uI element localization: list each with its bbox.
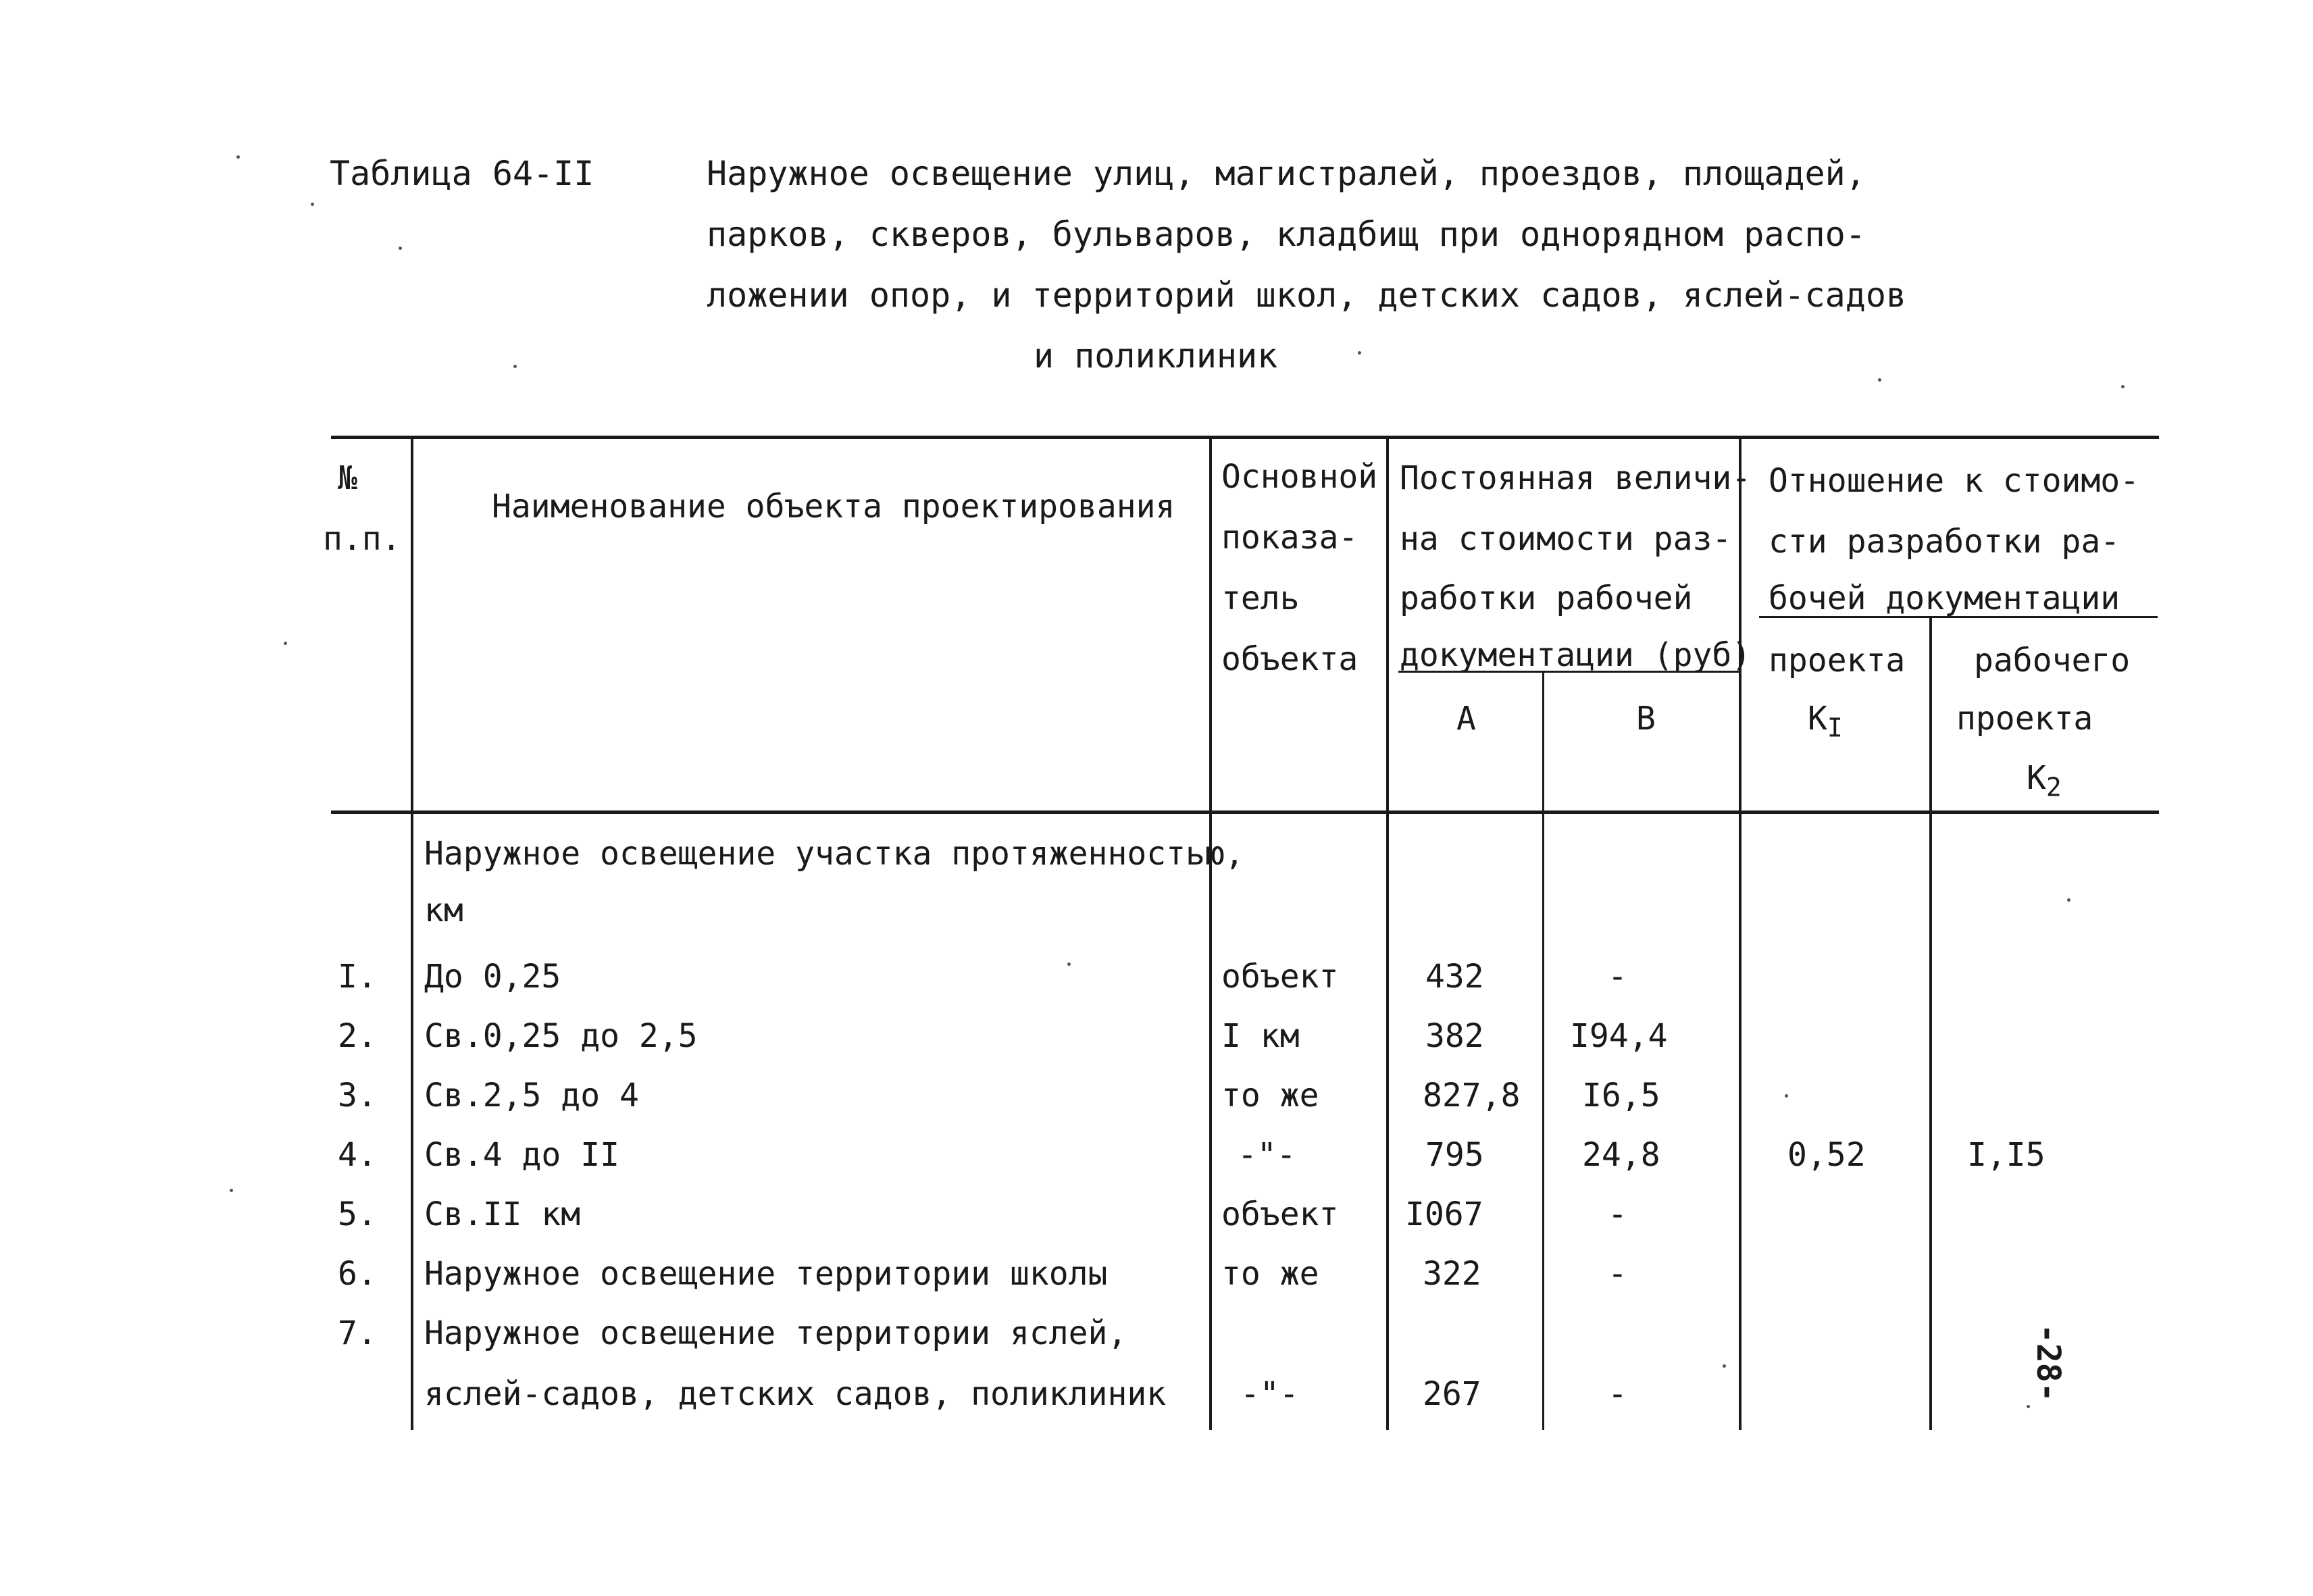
- row-num: 6.: [338, 1255, 377, 1293]
- table-title-line-2: парков, скверов, бульваров, кладбищ при однорядном распо-: [707, 215, 1866, 254]
- row-indicator: то же: [1221, 1077, 1319, 1114]
- scan-speck: [311, 203, 314, 206]
- row-name: Св.0,25 до 2,5: [424, 1017, 698, 1055]
- header-constant-4: документации (руб): [1400, 636, 1752, 674]
- table-title-line-1: Наружное освещение улиц, магистралей, проездов, площадей,: [707, 154, 1866, 193]
- row-value-a: 795: [1425, 1136, 1484, 1174]
- scan-speck: [399, 247, 402, 250]
- header-ratio-2: сти разработки ра-: [1769, 523, 2120, 561]
- col-divider-k1-k2: [1929, 618, 1932, 1430]
- row-indicator: I км: [1221, 1017, 1300, 1055]
- header-ratio-1: Отношение к стоимо-: [1769, 462, 2140, 500]
- scan-speck: [1723, 1364, 1726, 1368]
- row-value-a: 432: [1425, 958, 1484, 996]
- row-indicator: то же: [1221, 1255, 1319, 1293]
- scan-speck: [236, 155, 240, 159]
- k1-value: 0,52: [1787, 1136, 1866, 1174]
- scan-speck: [1358, 351, 1361, 355]
- col-divider-indicator: [1386, 436, 1389, 1430]
- scan-speck: [2067, 898, 2070, 902]
- table-top-rule: [331, 436, 2159, 439]
- row-value-a: 382: [1425, 1017, 1484, 1055]
- row-num: 2.: [338, 1017, 377, 1055]
- header-indicator-3: тель: [1221, 580, 1300, 617]
- row-num: I.: [338, 958, 377, 996]
- row-name: Наружное освещение территории яслей,: [424, 1314, 1127, 1352]
- row-value-b: -: [1608, 1195, 1627, 1233]
- page-number: -28-: [2029, 1324, 2067, 1402]
- row-num: 5.: [338, 1195, 377, 1233]
- header-k1-label: проекта: [1769, 642, 1906, 679]
- row-indicator: объект: [1221, 1195, 1339, 1233]
- scan-speck: [1785, 1094, 1788, 1098]
- row-name: Св.4 до II: [424, 1136, 619, 1174]
- row-name: Св.2,5 до 4: [424, 1077, 639, 1114]
- row-value-a: 827,8: [1423, 1077, 1521, 1114]
- header-constant-2: на стоимости раз-: [1400, 520, 1732, 558]
- row-value-b: -: [1608, 958, 1627, 996]
- row-indicator: объект: [1221, 958, 1339, 996]
- row-name-continued: яслей-садов, детских садов, поликлиник: [424, 1375, 1167, 1413]
- row-intro-name-1: Наружное освещение участка протяженностью,: [424, 835, 1244, 873]
- header-name: Наименование объекта проектирования: [492, 488, 1175, 525]
- header-bottom-rule: [331, 810, 2159, 814]
- row-indicator: -"-: [1240, 1375, 1299, 1413]
- col-divider-constant: [1739, 436, 1742, 1430]
- table-label: Таблица 64-II: [330, 154, 594, 193]
- header-k2-symbol: $К_2$: [2027, 759, 2062, 802]
- row-name: До 0,25: [424, 958, 561, 996]
- row-indicator: -"-: [1238, 1136, 1296, 1174]
- scan-speck: [2027, 1405, 2030, 1408]
- header-indicator-1: Основной: [1221, 458, 1378, 496]
- row-value-a: 322: [1423, 1255, 1481, 1293]
- row-value-b: 24,8: [1582, 1136, 1660, 1174]
- scan-speck: [230, 1189, 233, 1192]
- row-value-b: -: [1608, 1375, 1627, 1413]
- row-name: Св.II км: [424, 1195, 581, 1233]
- header-k2-label-2: проекта: [1956, 700, 2093, 738]
- scan-speck: [2121, 385, 2125, 388]
- header-ratio-3: бочей документации: [1769, 580, 2120, 617]
- row-value-b: -: [1608, 1255, 1627, 1293]
- header-indicator-2: показа-: [1221, 519, 1358, 557]
- scan-speck: [513, 365, 517, 368]
- row-value-b: I94,4: [1570, 1017, 1668, 1055]
- scan-speck: [1878, 378, 1881, 382]
- row-intro-name-2: км: [424, 892, 463, 929]
- header-num-symbol: №: [338, 459, 357, 497]
- header-k2-label-1: рабочего: [1974, 642, 2131, 679]
- scan-speck: [1067, 962, 1071, 966]
- row-num: 4.: [338, 1136, 377, 1174]
- header-constant-1: Постоянная величи-: [1400, 459, 1752, 497]
- col-divider-a-b: [1542, 673, 1544, 1430]
- header-num-label: п.п.: [323, 520, 401, 558]
- header-k1-symbol: $К_I$: [1808, 700, 1843, 743]
- header-constant-3: работки рабочей: [1400, 580, 1693, 617]
- header-constant-a: А: [1456, 700, 1476, 738]
- col-divider-name: [1209, 436, 1212, 1430]
- header-constant-b: В: [1636, 700, 1656, 738]
- row-num: 3.: [338, 1077, 377, 1114]
- table-title-line-4: и поликлиник: [1034, 336, 1278, 376]
- row-value-a: 267: [1423, 1375, 1481, 1413]
- col-divider-num: [411, 436, 413, 1430]
- header-indicator-4: объекта: [1221, 640, 1358, 678]
- table-title-line-3: ложении опор, и территорий школ, детских садов, яслей-садов: [707, 276, 1907, 315]
- row-value-b: I6,5: [1582, 1077, 1660, 1114]
- k2-value: I,I5: [1967, 1136, 2045, 1174]
- row-value-a: I067: [1405, 1195, 1483, 1233]
- scan-speck: [284, 642, 287, 645]
- row-num: 7.: [338, 1314, 377, 1352]
- row-name: Наружное освещение территории школы: [424, 1255, 1108, 1293]
